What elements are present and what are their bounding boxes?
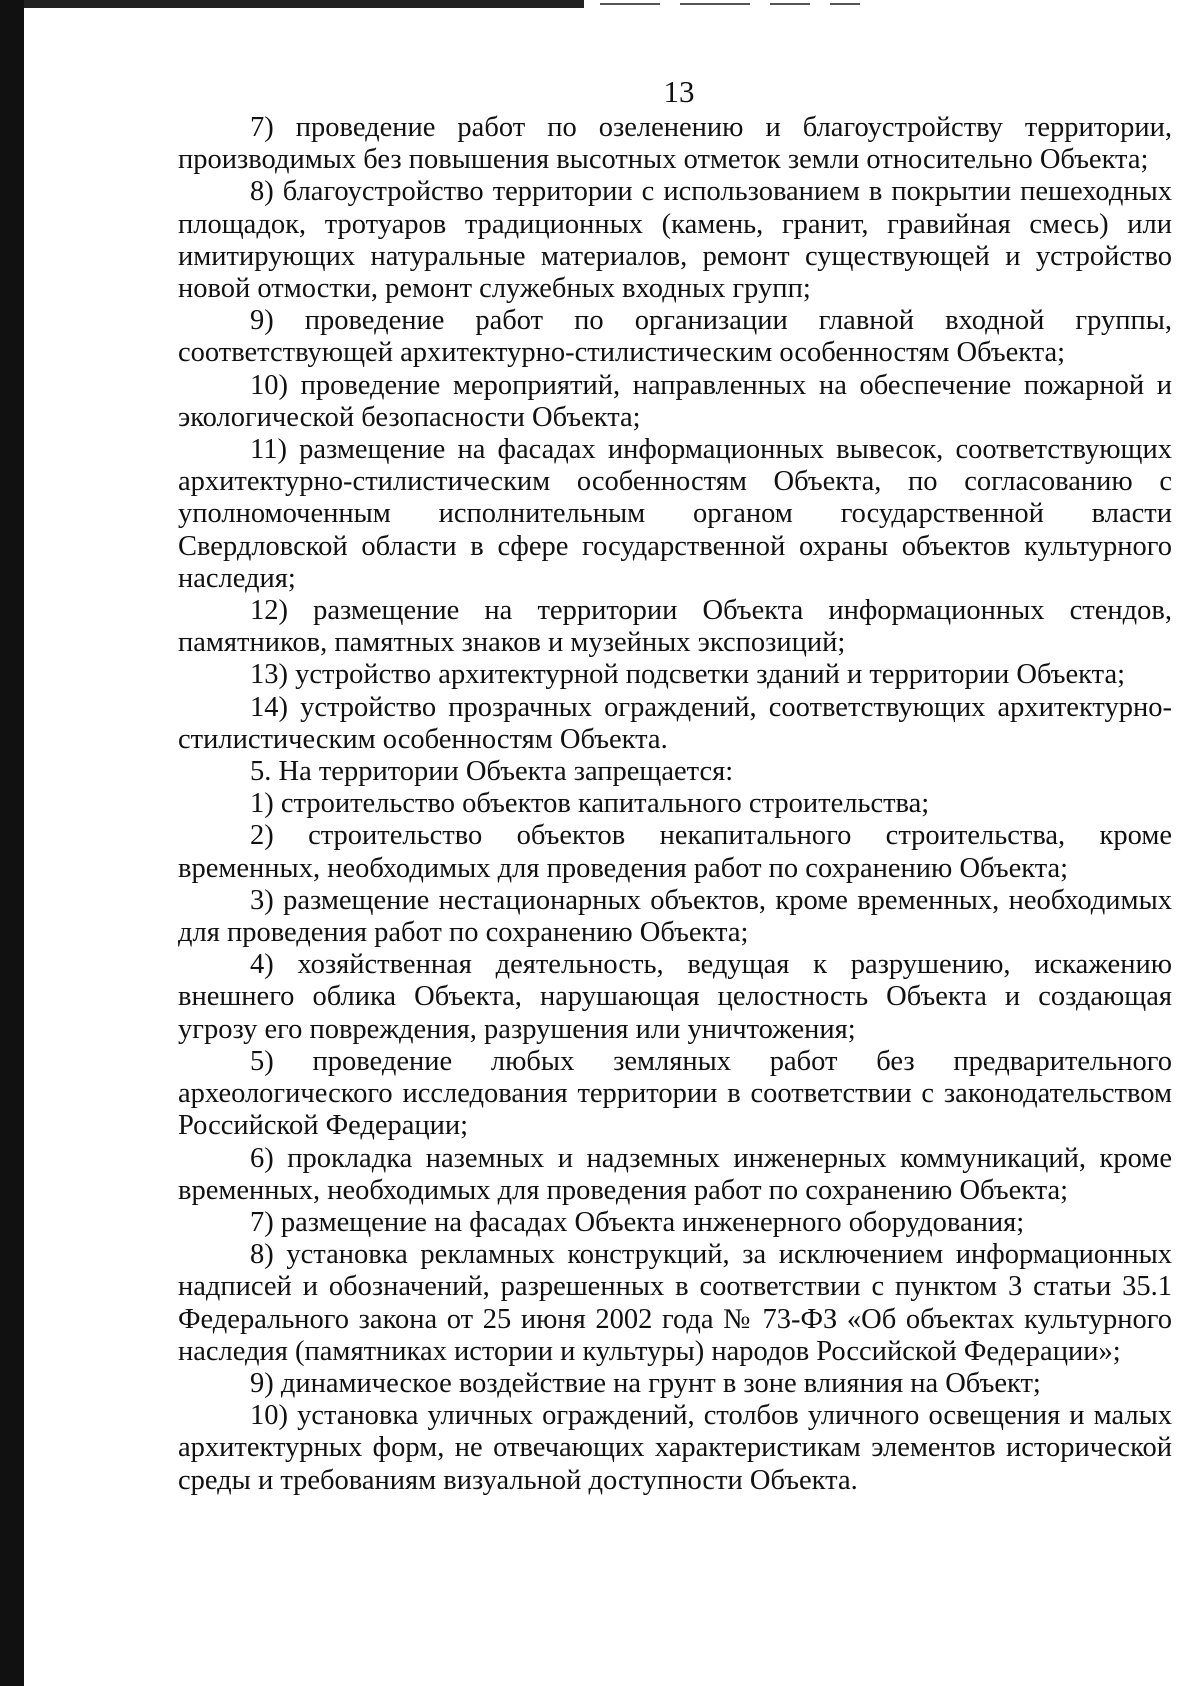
page-number: 13 [663, 74, 695, 109]
scan-dash [680, 3, 750, 5]
paragraph: 9) динамическое воздействие на грунт в зоне влияния на Объект; [250, 1367, 1041, 1399]
paragraph: 10) установка уличных ограждений, столбов уличного освещения и малых архитектурных форм, не отвечающих характеристикам элементов исторической среды и требованиям визуальной доступности Объекта. [178, 1400, 1172, 1496]
section-heading: 5. На территории Объекта запрещается: [250, 756, 734, 788]
document-body [178, 112, 1172, 1497]
paragraph: 8) установка рекламных конструкций, за исключением информационных надписей и обозначений, разрешенных в соответствии с пунктом 3 статьи 35.1 Федерального закона от 25 июня 2002 года № 73-ФЗ «Об объектах культурного наследия (памятниках истории и культуры) народов Российской Федерации»; [178, 1239, 1172, 1367]
paragraph: 10) проведение мероприятий, направленных на обеспечение пожарной и экологической безопасности Объекта; [178, 369, 1172, 433]
scan-edge-top [24, 0, 584, 8]
paragraph: 11) размещение на фасадах информационных вывесок, соответствующих архитектурно-стилистическим особенностям Объекта, по согласованию с уполномоченным исполнительным органом государственной власти Свердловской области в сфере государственной охраны объектов культурного наследия; [178, 434, 1172, 594]
paragraph: 12) размещение на территории Объекта информационных стендов, памятников, памятных знаков и музейных экспозиций; [178, 595, 1172, 659]
scan-dash [830, 3, 860, 5]
paragraph: 7) размещение на фасадах Объекта инженерного оборудования; [250, 1206, 1025, 1238]
scan-edge-left [0, 0, 24, 1686]
paragraph: 4) хозяйственная деятельность, ведущая к разрушению, искажению внешнего облика Объекта, нарушающая целостность Объекта и создающая угрозу его повреждения, разрушения или уничтожения; [178, 949, 1172, 1045]
paragraph: 9) проведение работ по организации главной входной группы, соответствующей архитектурно-стилистическим особенностям Объекта; [178, 305, 1172, 369]
paragraph: 14) устройство прозрачных ограждений, соответствующих архитектурно-стилистическим особенностям Объекта. [178, 691, 1172, 755]
paragraph: 1) строительство объектов капитального строительства; [250, 788, 930, 820]
paragraph: 13) устройство архитектурной подсветки зданий и территории Объекта; [250, 659, 1126, 691]
paragraph: 2) строительство объектов некапитального строительства, кроме временных, необходимых для проведения работ по сохранению Объекта; [178, 820, 1172, 884]
paragraph: 3) размещение нестационарных объектов, кроме временных, необходимых для проведения работ по сохранению Объекта; [178, 884, 1172, 949]
paragraph: 6) прокладка наземных и надземных инженерных коммуникаций, кроме временных, необходимых для проведения работ по сохранению Объекта; [178, 1142, 1172, 1206]
paragraph: 5) проведение любых земляных работ без предварительного археологического исследования территории в соответствии с законодательством Российской Федерации; [178, 1045, 1172, 1142]
scan-dash [600, 3, 660, 5]
scan-dash [770, 3, 810, 5]
paragraph: 8) благоустройство территории с использованием в покрытии пешеходных площадок, тротуаров традиционных (камень, гранит, гравийная смесь) или имитирующих натуральные материалов, ремонт существующей и устройство новой отмостки, ремонт служебных входных групп; [178, 176, 1172, 305]
paragraph: 7) проведение работ по озеленению и благоустройству территории, производимых без повышения высотных отметок земли относительно Объекта; [178, 112, 1172, 176]
